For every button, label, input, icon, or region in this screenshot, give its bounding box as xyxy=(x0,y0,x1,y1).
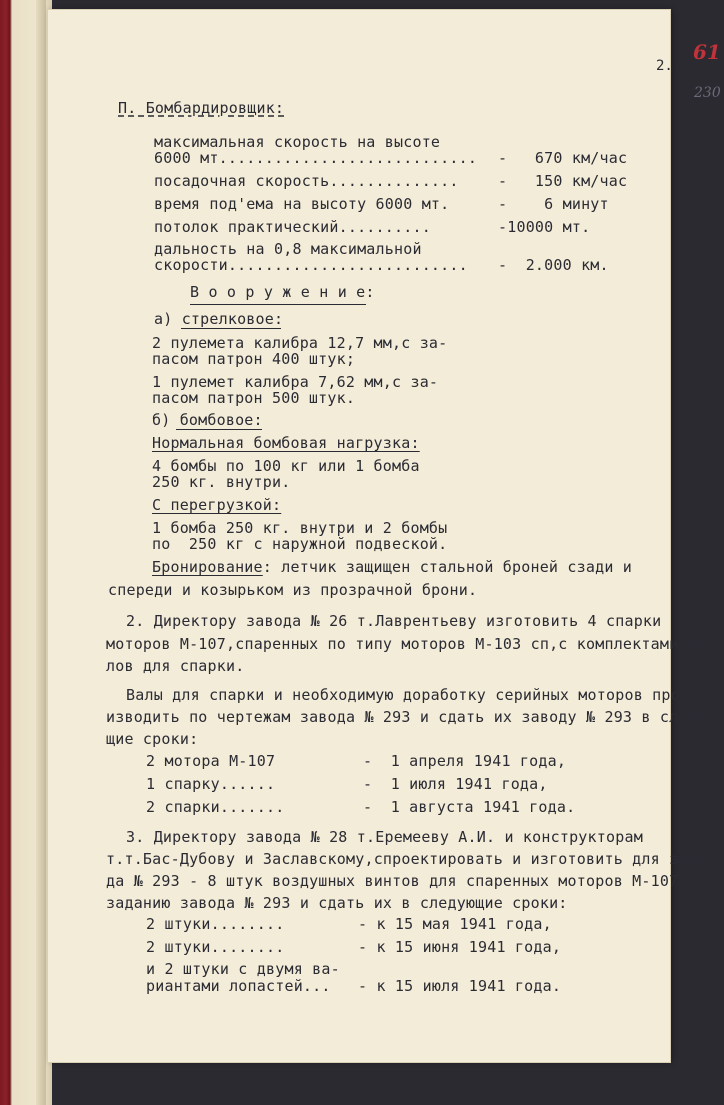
schedule-pair2-item: 2 спарки....... xyxy=(146,798,285,816)
armor-line2: спереди и козырьком из прозрачной брони. xyxy=(108,581,478,599)
item-2-line2: моторов М-107,спаренных по типу моторов М-103 сп,с комплектами ва- xyxy=(106,635,716,653)
spec-climb-time-label: время под'ема на высоту 6000 мт. xyxy=(154,195,450,213)
spec-climb-time-value: - 6 минут xyxy=(498,195,609,213)
page-number: 2.- xyxy=(656,58,682,74)
armament-mg-762-line1: 1 пулемет калибра 7,62 мм,с за- xyxy=(152,373,439,391)
armament-mg-127-line2: пасом патрон 400 штук; xyxy=(152,350,356,368)
overload-line2: по 250 кг с наружной подвеской. xyxy=(152,535,448,553)
schedule-motor-date: - 1 апреля 1941 года, xyxy=(363,752,567,770)
normal-bomb-load-line1: 4 бомбы по 100 кг или 1 бомба xyxy=(152,457,420,475)
schedule-prop1-date: - к 15 мая 1941 года, xyxy=(358,915,552,933)
overload-heading: С перегрузкой: xyxy=(152,496,282,514)
item-2-line1: 2. Директору завода № 26 т.Лаврентьеву изготовить 4 спарки xyxy=(126,612,662,630)
document-page xyxy=(48,10,724,1062)
item-3-line3: да № 293 - 8 штук воздушных винтов для спаренных моторов М-107,по xyxy=(106,872,706,890)
armament-heading-underline xyxy=(190,304,366,305)
overload-line1: 1 бомба 250 кг. внутри и 2 бомбы xyxy=(152,519,448,537)
armament-mg-762-line2: пасом патрон 500 штук. xyxy=(152,389,356,407)
armor-text: : летчик защищен стальной броней сзади и xyxy=(262,558,633,576)
spec-max-speed-value: - 670 км/час xyxy=(498,149,628,167)
spec-range-label: дальность на 0,8 максимальной xyxy=(154,240,422,258)
schedule-prop2-date: - к 15 июня 1941 года, xyxy=(358,938,562,956)
normal-bomb-load-heading: Нормальная бомбовая нагрузка: xyxy=(152,434,420,452)
spec-landing-speed-value: - 150 км/час xyxy=(498,172,628,190)
schedule-prop3-date: - к 15 июля 1941 года. xyxy=(358,977,562,995)
archive-folio-number: 61 xyxy=(693,40,721,64)
armament-heading: В о о р у ж е н и е: xyxy=(190,283,375,301)
schedule-pair2-date: - 1 августа 1941 года. xyxy=(363,798,576,816)
binder-edge xyxy=(36,0,46,1105)
spec-ceiling-value: -10000 мт. xyxy=(498,218,591,236)
item-3-line2: т.т.Бас-Дубову и Заславскому,спроектировать и изготовить для заво- xyxy=(106,850,716,868)
item-2-line3: лов для спарки. xyxy=(106,657,245,675)
armament-small-arms-heading: а) стрелковое: xyxy=(154,310,284,328)
shafts-paragraph-line3: щие сроки: xyxy=(106,730,199,748)
schedule-prop3-item-line2: риантами лопастей... xyxy=(146,977,331,995)
schedule-motor-item: 2 мотора М-107 xyxy=(146,752,276,770)
armament-bombs-underline xyxy=(176,429,262,430)
schedule-prop2-item: 2 штуки........ xyxy=(146,938,285,956)
armament-mg-127-line1: 2 пулемета калибра 12,7 мм,с за- xyxy=(152,334,448,352)
shafts-paragraph-line2: изводить по чертежам завода № 293 и сдать их заводу № 293 в следую- xyxy=(106,708,724,726)
armament-small-arms-underline xyxy=(181,328,281,329)
spec-max-speed-altitude: 6000 мт............................ xyxy=(154,149,478,167)
shafts-paragraph-line1: Валы для спарки и необходимую доработку серийных моторов про- xyxy=(126,686,690,704)
item-3-line4: заданию завода № 293 и сдать их в следующие сроки: xyxy=(106,894,568,912)
normal-bomb-load-line2: 250 кг. внутри. xyxy=(152,473,291,491)
spec-landing-speed-label: посадочная скорость.............. xyxy=(154,172,459,190)
armament-bombs-heading: б) бомбовое: xyxy=(152,411,263,429)
armor-line1 xyxy=(152,559,632,576)
schedule-prop3-item-line1: и 2 штуки с двумя ва- xyxy=(146,960,340,978)
spec-max-speed-label: максимальная скорость на высоте xyxy=(154,133,441,151)
schedule-prop1-item: 2 штуки........ xyxy=(146,915,285,933)
spec-range-value: - 2.000 км. xyxy=(498,256,609,274)
item-3-line1: 3. Директору завода № 28 т.Еремееву А.И. и конструкторам xyxy=(126,828,643,846)
armor-heading: Бронирование xyxy=(152,558,263,576)
section-heading-bomber: П. Бомбардировщик: xyxy=(118,99,285,117)
archive-pencil-number: 230 xyxy=(694,85,721,101)
schedule-pair1-item: 1 спарку...... xyxy=(146,775,276,793)
spec-range-label-cont: скорости.......................... xyxy=(154,256,468,274)
schedule-pair1-date: - 1 июля 1941 года, xyxy=(363,775,548,793)
spec-ceiling-label: потолок практический.......... xyxy=(154,218,431,236)
